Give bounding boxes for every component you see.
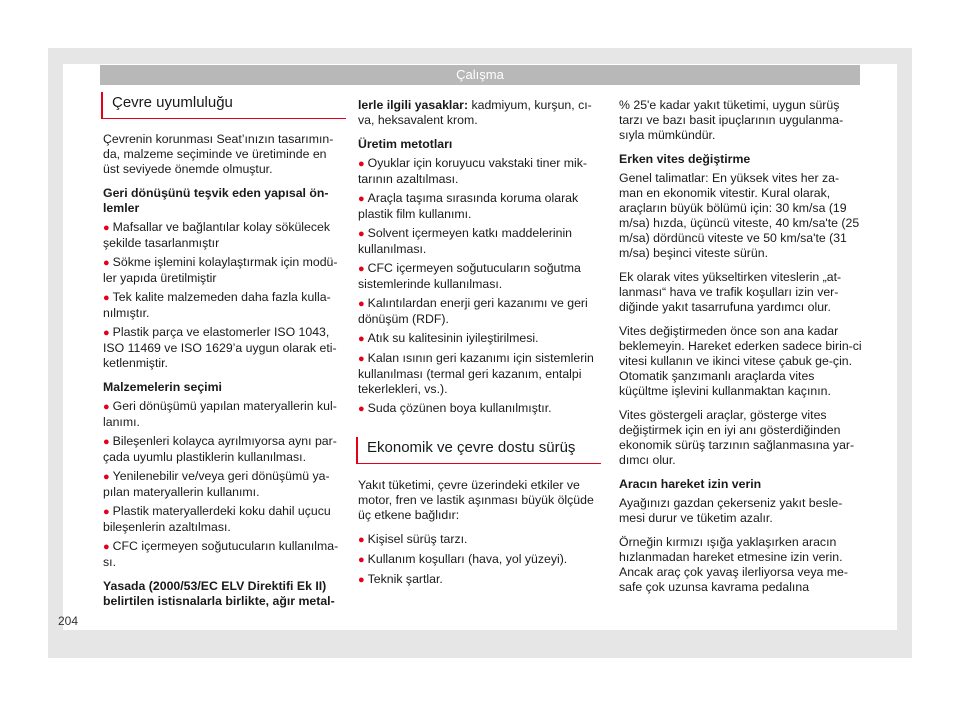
bullet-dot-icon: ● <box>358 534 365 546</box>
bullet-dot-icon: ● <box>103 471 110 483</box>
list-item: ● CFC içermeyen soğutucuların kullanılma-sı. <box>103 539 339 569</box>
paragraph-skipping-gears: Ek olarak vites yükseltirken viteslerin „at-lanması“ hava ve trafik koşulları izin ver-diğinde yakıt tasarrufuna yardımcı olur. <box>619 270 842 314</box>
bullet-dot-icon: ● <box>358 298 365 310</box>
heading-cevre-uyumlulugu: Çevre uyumluluğu <box>101 92 346 119</box>
list-item: ● Bileşenleri kolayca ayrılmıyorsa aynı par-çada uyumlu plastiklerin kullanılması. <box>103 434 337 464</box>
paragraph-gear-indicator: Vites göstergeli araçlar, gösterge vites değiştirmek için en iyi anı gösterdiğinden ekonomik sürüş tarzının sağlanmasına yar-dımcı olur. <box>619 408 855 467</box>
paragraph-law-continued <box>358 98 601 128</box>
paragraph-law: Yasada (2000/53/EC ELV Direktifi Ek II) belirtilen istisnalarla birlikte, ağır metal- <box>103 579 335 608</box>
paragraph-shift-timing: Vites değiştirmeden önce son ana kadar beklemeyin. Hareket ederken sadece birin-ci vitesi kullanın ve ikinci vitese çabuk ge-çin. Otomatik şanzımanlı araçlarda vites küçültme işlevini kullanmaktan kaçının. <box>619 324 862 398</box>
list-item: ● Kullanım koşulları (hava, yol yüzeyi). <box>358 552 568 566</box>
bullet-dot-icon: ● <box>358 193 365 205</box>
list-item: ● CFC içermeyen soğutucuların soğutma sistemlerinde kullanılması. <box>358 261 581 291</box>
list-item: ● Plastik parça ve elastomerler ISO 1043, ISO 11469 ve ISO 1629’a uygun olarak eti-ketlenmiştir. <box>103 325 337 370</box>
subheading-production-methods: Üretim metotları <box>358 137 453 151</box>
bullet-dot-icon: ● <box>103 327 110 339</box>
page-number: 204 <box>58 614 79 628</box>
bullet-dot-icon: ● <box>103 292 110 304</box>
list-item: ● Yenilenebilir ve/veya geri dönüşümü ya-pılan materyallerin kullanımı. <box>103 469 330 499</box>
list-item: ● Solvent içermeyen katkı maddelerinin kullanılması. <box>358 226 573 256</box>
law-continued-text: kadmiyum, kurşun, cı-va, heksavalent krom. <box>358 98 592 127</box>
list-item: ● Suda çözünen boya kullanılmıştır. <box>358 401 552 415</box>
bullet-dot-icon: ● <box>358 228 365 240</box>
list-item: ● Atık su kalitesinin iyileştirilmesi. <box>358 331 539 345</box>
list-item: ● Araçla taşıma sırasında koruma olarak plastik film kullanımı. <box>358 191 579 221</box>
paragraph-general-instructions: Genel talimatlar: En yüksek vites her za-man en ekonomik vitestir. Kural olarak, araçların büyük bölümü için: 30 km/sa (19 m/sa) hızda, üçüncü viteste, 40 km/sa'te (25 m/sa) dördüncü viteste ve 50 km/sa'te (31 m/sa) beşinci viteste sürün. <box>619 171 860 260</box>
bullet-dot-icon: ● <box>358 353 365 365</box>
subheading-coasting: Aracın hareket izin verin <box>619 477 762 491</box>
list-item: ● Geri dönüşümü yapılan materyallerin kul-lanımı. <box>103 399 337 429</box>
bullet-dot-icon: ● <box>103 257 110 269</box>
subheading-structural-measures: Geri dönüşünü teşvik eden yapısal ön-lemler <box>103 186 329 215</box>
paragraph-economic-intro: Yakıt tüketimi, çevre üzerindeki etkiler ve motor, fren ve lastik aşınması büyük ölçüde üç etkene bağlıdır: <box>358 478 594 522</box>
subheading-material-selection: Malzemelerin seçimi <box>103 380 222 394</box>
section-title-bar: Çalışma <box>100 65 860 85</box>
column-1 <box>103 92 346 613</box>
column-3 <box>619 98 862 604</box>
list-item: ● Kalıntılardan enerji geri kazanımı ve geri dönüşüm (RDF). <box>358 296 588 326</box>
law-continued-bold: lerle ilgili yasaklar: <box>358 98 469 112</box>
bullet-dot-icon: ● <box>358 574 365 586</box>
bullet-dot-icon: ● <box>358 158 365 170</box>
bullet-dot-icon: ● <box>358 554 365 566</box>
list-item: ● Teknik şartlar. <box>358 572 443 586</box>
bullet-dot-icon: ● <box>358 333 365 345</box>
list-material-selection <box>103 399 346 570</box>
bullet-dot-icon: ● <box>103 401 110 413</box>
subheading-early-shifting: Erken vites değiştirme <box>619 152 751 166</box>
list-item: ● Sökme işlemini kolaylaştırmak için modü-ler yapıda üretilmiştir <box>103 255 338 285</box>
list-item: ● Plastik materyallerdeki koku dahil uçucu bileşenlerin azaltılması. <box>103 504 331 534</box>
bullet-dot-icon: ● <box>358 403 365 415</box>
list-item: ● Mafsallar ve bağlantılar kolay sökülecek şekilde tasarlanmıştır <box>103 220 331 250</box>
list-structural-measures <box>103 220 346 371</box>
list-production-methods <box>358 156 601 417</box>
bullet-dot-icon: ● <box>103 436 110 448</box>
list-item: ● Oyuklar için koruyucu vakstaki tiner mik-tarının azaltılması. <box>358 156 588 186</box>
list-item: ● Tek kalite malzemeden daha fazla kulla-nılmıştır. <box>103 290 331 320</box>
paragraph-intro: Çevrenin korunması Seat’ınızın tasarımın-da, malzeme seçiminde ve üretiminde en üst seviyede önemde olmuştur. <box>103 132 334 176</box>
list-factors <box>358 532 601 588</box>
paragraph-fuel-saving: % 25'e kadar yakıt tüketimi, uygun sürüş tarzı ve bazı basit ipuçlarının uygulanma-sıyla mümkündür. <box>619 98 844 142</box>
paragraph-red-light: Örneğin kırmızı ışığa yaklaşırken aracın hızlanmadan hareket etmesine izin verin. Ancak araç çok yavaş ilerliyorsa veya me-safe çok uzunsa kavrama pedalına <box>619 535 848 594</box>
column-2 <box>358 98 601 597</box>
list-item: ● Kalan ısının geri kazanımı için sistemlerin kullanılması (termal geri kazanım, entalpi tekerlekleri, vs.). <box>358 351 594 396</box>
bullet-dot-icon: ● <box>358 263 365 275</box>
bullet-dot-icon: ● <box>103 541 110 553</box>
list-item: ● Kişisel sürüş tarzı. <box>358 532 468 546</box>
paragraph-fuel-cutoff: Ayağınızı gazdan çekerseniz yakıt besle-mesi durur ve tüketim azalır. <box>619 496 843 525</box>
bullet-dot-icon: ● <box>103 222 110 234</box>
bullet-dot-icon: ● <box>103 506 110 518</box>
heading-economic-driving: Ekonomik ve çevre dostu sürüş <box>356 437 601 464</box>
